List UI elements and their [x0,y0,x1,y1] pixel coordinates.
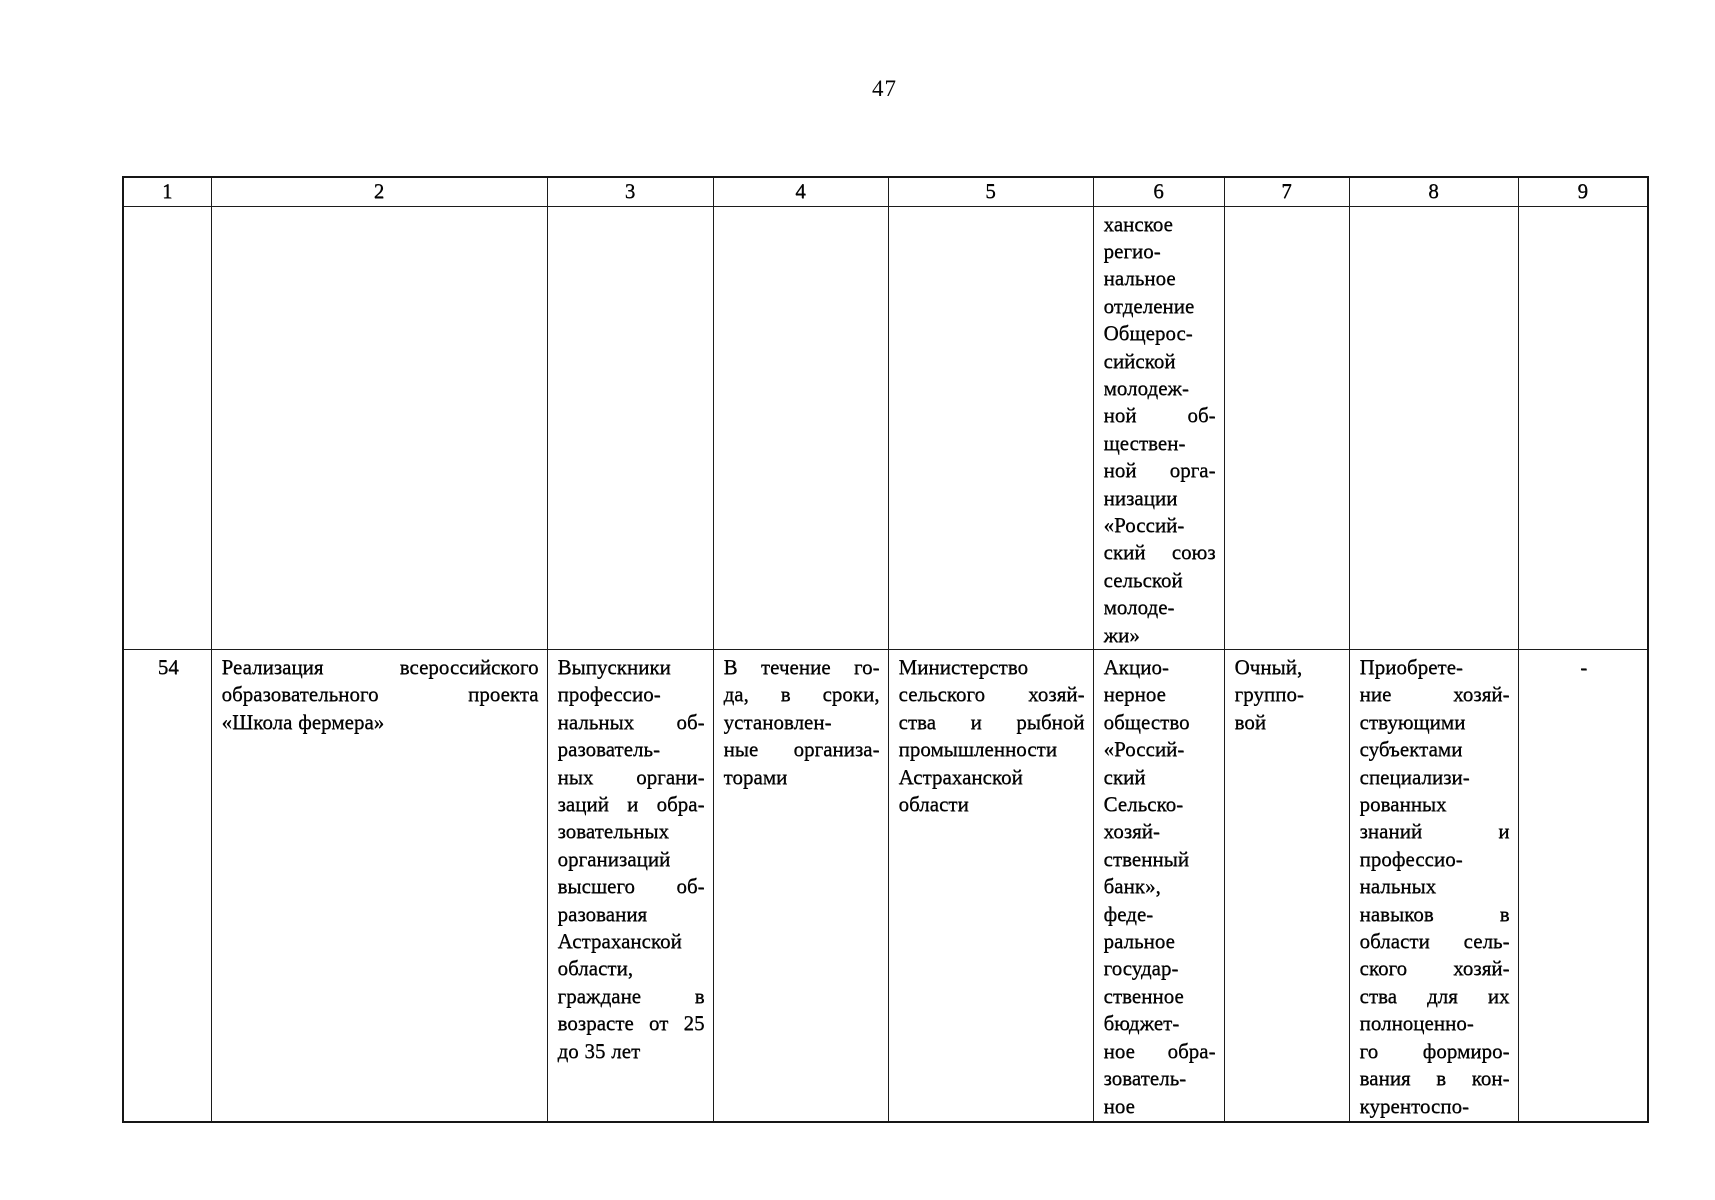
cont-results-cell [1349,206,1518,650]
cont-participants-cell [547,206,713,650]
row54-responsible-cell: Министерство сельского хозяй- ства и рыбной промышленности Астраханской области [888,650,1093,1122]
header-cell-6: 6 [1093,177,1224,206]
row54-number-cell: 54 [123,650,211,1122]
cont-format-cell [1224,206,1349,650]
cont-responsible-cell [888,206,1093,650]
schedule-table [122,176,1649,1123]
header-cell-8: 8 [1349,177,1518,206]
page-number: 47 [872,76,897,101]
row54-results-cell: Приобрете- ние хозяй- ствующими субъектами специализи- рованных знаний и профессио- нальных навыков в области сель- ского хозяй- ства для их полноценно- го формиро- вания в кон- курентоспо- [1349,650,1518,1122]
cont-note-cell [1518,206,1648,650]
row54-timing-cell: В течение го- да, в сроки, установлен- ные организа- торами [713,650,888,1122]
header-cell-2: 2 [211,177,547,206]
header-row [123,177,1648,206]
cont-timing-cell [713,206,888,650]
cont-number-cell [123,206,211,650]
header-cell-3: 3 [547,177,713,206]
row54-participants-cell: Выпускники профессио- нальных об- разователь- ных органи- заций и обра- зовательных организаций высшего об- разования Астраханской области, граждане в возрасте от 25 до 35 лет [547,650,713,1122]
row54-format-cell: Очный, группо- вой [1224,650,1349,1122]
header-cell-9: 9 [1518,177,1648,206]
row54-note-cell: - [1518,650,1648,1122]
cont-coexecutors-cell: ханское регио- нальное отделение Общерос- сийской молодеж- ной об- ществен- ной орга- низации «Россий- ский союз сельской молоде- жи» [1093,206,1224,650]
header-cell-7: 7 [1224,177,1349,206]
header-cell-1: 1 [123,177,211,206]
header-cell-4: 4 [713,177,888,206]
header-cell-5: 5 [888,177,1093,206]
row54-coexecutors-cell: Акцио- нерное общество «Россий- ский Сельско- хозяй- ственный банк», феде- ральное государ- ственное бюджет- ное обра- зователь- ное [1093,650,1224,1122]
row54-event-cell: Реализация всероссийского образовательного проекта «Школа фермера» [211,650,547,1122]
table-row-54 [123,650,1648,1122]
continuation-row [123,206,1648,650]
cont-event-cell [211,206,547,650]
